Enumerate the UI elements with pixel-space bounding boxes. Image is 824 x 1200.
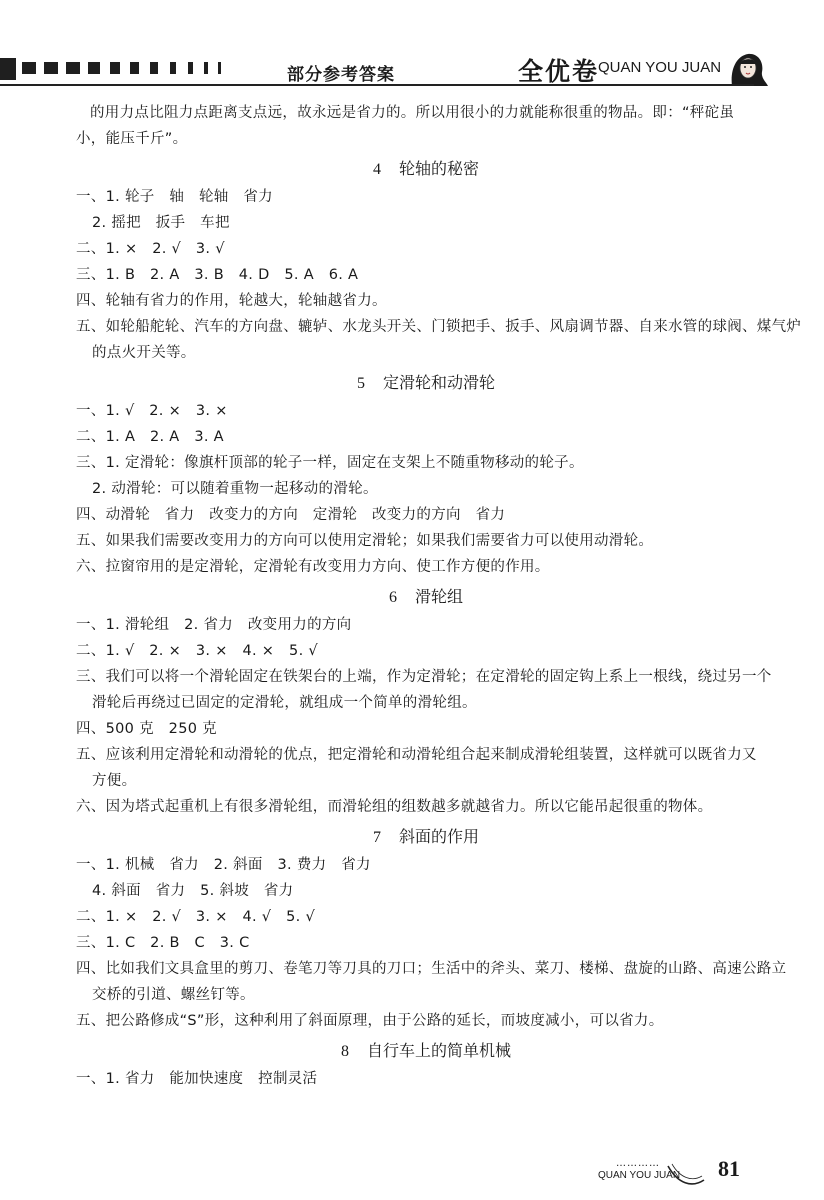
brand-name-en: QUAN YOU JUAN bbox=[598, 59, 722, 76]
answer-line: 一、1. √ 2. × 3. × bbox=[76, 403, 228, 419]
section-title: 滑轮组 bbox=[414, 587, 463, 606]
answer-line: 一、1. 省力 能加快速度 控制灵活 bbox=[76, 1071, 318, 1087]
answer-line: 三、1. C 2. B C 3. C bbox=[76, 935, 250, 951]
answer-line: 五、如轮船舵轮、汽车的方向盘、辘轳、水龙头开关、门锁把手、扳手、风扇调节器、自来水管的球阀、煤气炉 bbox=[76, 319, 802, 335]
answer-line: 四、动滑轮 省力 改变力的方向 定滑轮 改变力的方向 省力 bbox=[76, 507, 506, 523]
answer-line: 一、1. 滑轮组 2. 省力 改变用力的方向 bbox=[76, 617, 352, 633]
answer-line: 二、1. A 2. A 3. A bbox=[76, 429, 224, 445]
section-title: 轮轴的秘密 bbox=[398, 159, 479, 178]
answer-line: 三、1. 定滑轮：像旗杆顶部的轮子一样，固定在支架上不随重物移动的轮子。 bbox=[76, 455, 584, 471]
answer-line: 四、500 克 250 克 bbox=[76, 721, 217, 737]
section-heading bbox=[76, 1038, 776, 1064]
section-number: 4 bbox=[372, 161, 381, 178]
section-number: 6 bbox=[388, 589, 397, 606]
answer-line: 交桥的引道、螺丝钉等。 bbox=[92, 987, 255, 1003]
section-number: 5 bbox=[356, 375, 365, 392]
answer-line: 一、1. 机械 省力 2. 斜面 3. 费力 省力 bbox=[76, 857, 371, 873]
answer-line: 四、比如我们文具盒里的剪刀、卷笔刀等刀具的刀口；生活中的斧头、菜刀、楼梯、盘旋的山路、高速公路立 bbox=[76, 961, 787, 977]
answer-line: 三、我们可以将一个滑轮固定在铁架台的上端，作为定滑轮；在定滑轮的固定钩上系上一根线，绕过另一个 bbox=[76, 669, 772, 685]
answer-content bbox=[76, 100, 802, 1092]
footer-swoosh-icon bbox=[666, 1160, 706, 1190]
intro-line: 的用力点比阻力点距离支点远，故永远是省力的。所以用很小的力就能称很重的物品。即：“秤砣虽 bbox=[90, 105, 735, 121]
answer-line: 2. 摇把 扳手 车把 bbox=[92, 215, 230, 231]
answer-line: 三、1. B 2. A 3. B 4. D 5. A 6. A bbox=[76, 267, 359, 283]
footer-brand: QUAN YOU JUAN bbox=[598, 1170, 681, 1181]
brand-logo-icon bbox=[722, 50, 768, 88]
answer-line: 2. 动滑轮：可以随着重物一起移动的滑轮。 bbox=[92, 481, 378, 497]
header-rule bbox=[0, 84, 754, 86]
header-title: 部分参考答案 bbox=[287, 65, 395, 85]
answer-line: 四、轮轴有省力的作用，轮越大，轮轴越省力。 bbox=[76, 293, 387, 309]
answer-line: 的点火开关等。 bbox=[92, 345, 196, 361]
section-title: 斜面的作用 bbox=[398, 827, 479, 846]
answer-line: 五、应该利用定滑轮和动滑轮的优点，把定滑轮和动滑轮组合起来制成滑轮组装置，这样就可以既省力又 bbox=[76, 747, 757, 763]
page-header bbox=[0, 44, 824, 94]
answer-line: 二、1. × 2. √ 3. √ bbox=[76, 241, 225, 257]
section-title: 定滑轮和动滑轮 bbox=[382, 373, 495, 392]
answer-line: 六、拉窗帘用的是定滑轮，定滑轮有改变用力方向、使工作方便的作用。 bbox=[76, 559, 550, 575]
section-heading bbox=[76, 584, 776, 610]
answer-line: 六、因为塔式起重机上有很多滑轮组，而滑轮组的组数越多就越省力。所以它能吊起很重的物体。 bbox=[76, 799, 713, 815]
section-heading bbox=[76, 156, 776, 182]
answer-line: 二、1. √ 2. × 3. × 4. × 5. √ bbox=[76, 643, 318, 659]
page-number: 81 bbox=[718, 1156, 740, 1181]
section-number: 8 bbox=[340, 1043, 349, 1060]
section-number: 7 bbox=[372, 829, 381, 846]
section-title: 自行车上的简单机械 bbox=[366, 1041, 511, 1060]
header-decor-bars bbox=[0, 58, 230, 80]
brand-name-cn: 全优卷 bbox=[518, 57, 600, 86]
footer-dots: ………… bbox=[616, 1158, 660, 1169]
section-heading bbox=[76, 824, 776, 850]
answer-line: 滑轮后再绕过已固定的定滑轮，就组成一个简单的滑轮组。 bbox=[92, 695, 477, 711]
answer-line: 二、1. × 2. √ 3. × 4. √ 5. √ bbox=[76, 909, 316, 925]
section-heading bbox=[76, 370, 776, 396]
page-footer bbox=[598, 1156, 798, 1192]
answer-line: 一、1. 轮子 轴 轮轴 省力 bbox=[76, 189, 273, 205]
answer-line: 五、如果我们需要改变用力的方向可以使用定滑轮；如果我们需要省力可以使用动滑轮。 bbox=[76, 533, 654, 549]
answer-line: 五、把公路修成“S”形，这种利用了斜面原理，由于公路的延长，而坡度减小，可以省力。 bbox=[76, 1013, 664, 1029]
answer-line: 4. 斜面 省力 5. 斜坡 省力 bbox=[92, 883, 294, 899]
intro-line: 小，能压千斤”。 bbox=[76, 131, 188, 147]
answer-line: 方便。 bbox=[92, 773, 137, 789]
